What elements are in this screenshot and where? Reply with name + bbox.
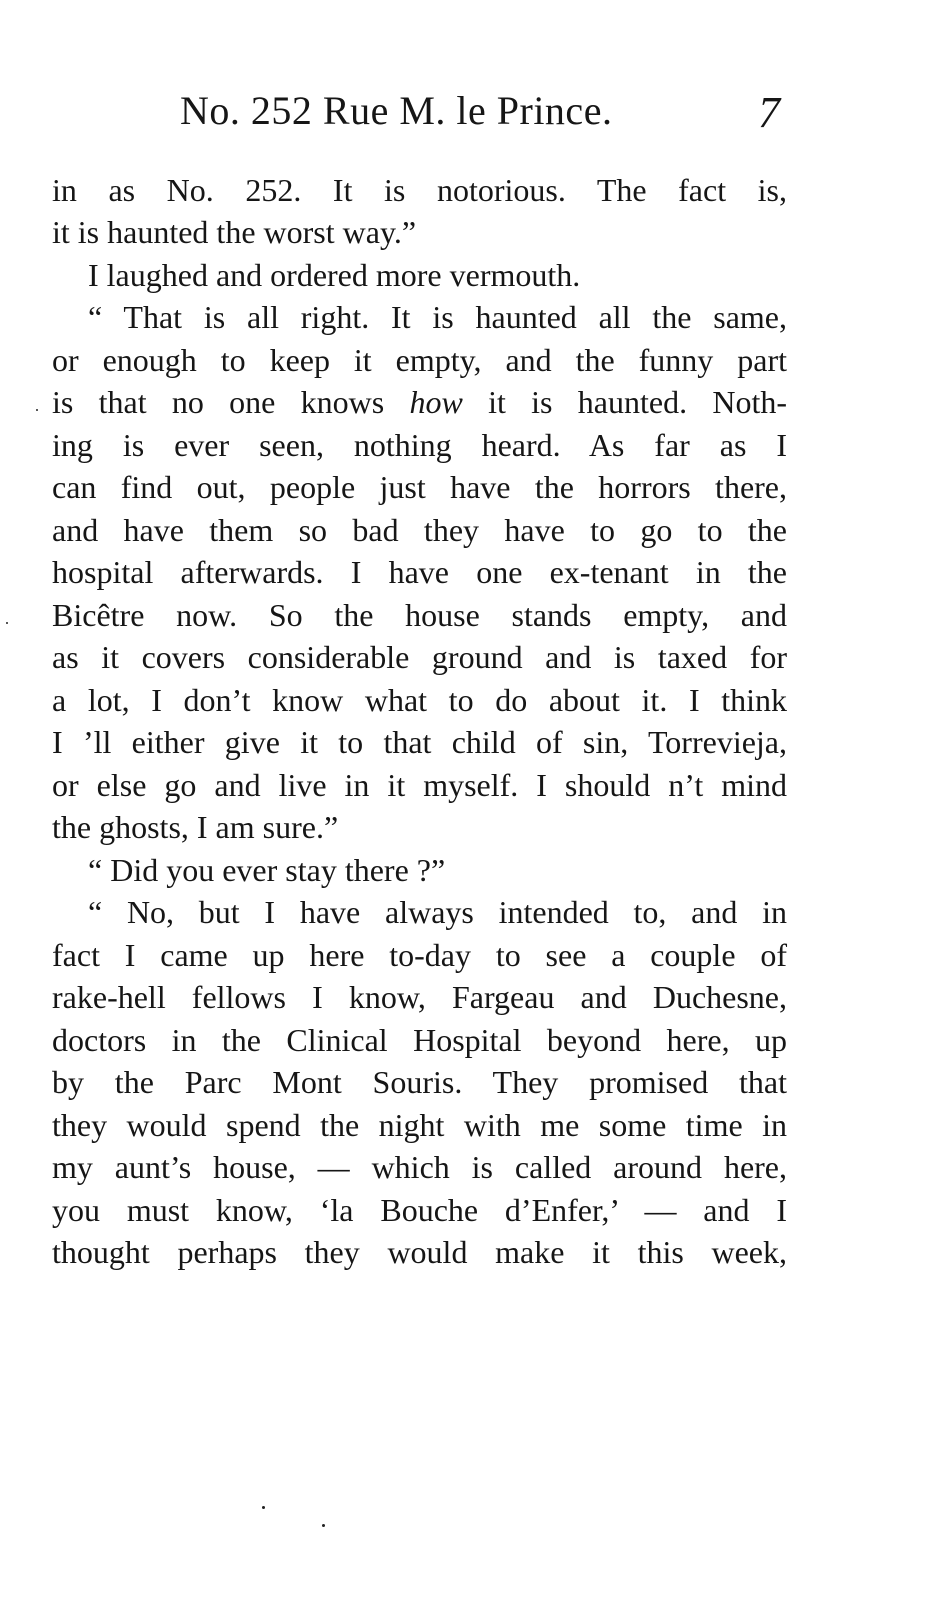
text-line: fact I came up here to-day to see a couple of [52, 937, 787, 973]
text-line: “ That is all right. It is haunted all the same, [88, 299, 787, 335]
text-line: I ’ll either give it to that child of sin, Torrevieja, [52, 724, 787, 760]
text-line: I laughed and ordered more vermouth. [88, 257, 581, 293]
text-line: they would spend the night with me some time in [52, 1107, 787, 1143]
text-line: “ Did you ever stay there ?” [88, 852, 446, 888]
text-line: or else go and live in it myself. I should n’t mind [52, 767, 787, 803]
text-line: as it covers considerable ground and is taxed for [52, 639, 787, 675]
text-line: you must know, ‘la Bouche d’Enfer,’ — and I [52, 1192, 787, 1228]
text-line: hospital afterwards. I have one ex-tenant in the [52, 554, 787, 590]
running-head-title: No. 252 Rue M. le Prince. [180, 88, 613, 133]
text-line: doctors in the Clinical Hospital beyond here, up [52, 1022, 787, 1058]
scan-speck [6, 622, 8, 624]
text-line: ing is ever seen, nothing heard. As far as I [52, 427, 787, 463]
scan-speck [322, 1524, 325, 1527]
scan-speck [262, 1506, 265, 1509]
text-line: and have them so bad they have to go to the [52, 512, 787, 548]
text-segment: is that no one knows [52, 384, 385, 420]
text-line: in as No. 252. It is notorious. The fact is, [52, 172, 787, 208]
text-line: a lot, I don’t know what to do about it. I think [52, 682, 787, 718]
text-line: “ No, but I have always intended to, and in [88, 894, 787, 930]
text-line: can find out, people just have the horrors there, [52, 469, 787, 505]
text-line: my aunt’s house, — which is called around here, [52, 1149, 787, 1185]
page-number: 7 [758, 88, 780, 137]
italic-emphasis: how [409, 384, 463, 420]
text-line: or enough to keep it empty, and the funny part [52, 342, 787, 378]
text-line: rake-hell fellows I know, Fargeau and Duchesne, [52, 979, 787, 1015]
text-line: the ghosts, I am sure.” [52, 809, 339, 845]
text-line: thought perhaps they would make it this week, [52, 1234, 787, 1270]
text-line: by the Parc Mont Souris. They promised that [52, 1064, 787, 1100]
text-line [52, 381, 787, 423]
text-segment: it is haunted. Noth- [488, 384, 788, 420]
scan-speck [36, 409, 38, 411]
text-line: Bicêtre now. So the house stands empty, and [52, 597, 787, 633]
text-line: it is haunted the worst way.” [52, 214, 417, 250]
